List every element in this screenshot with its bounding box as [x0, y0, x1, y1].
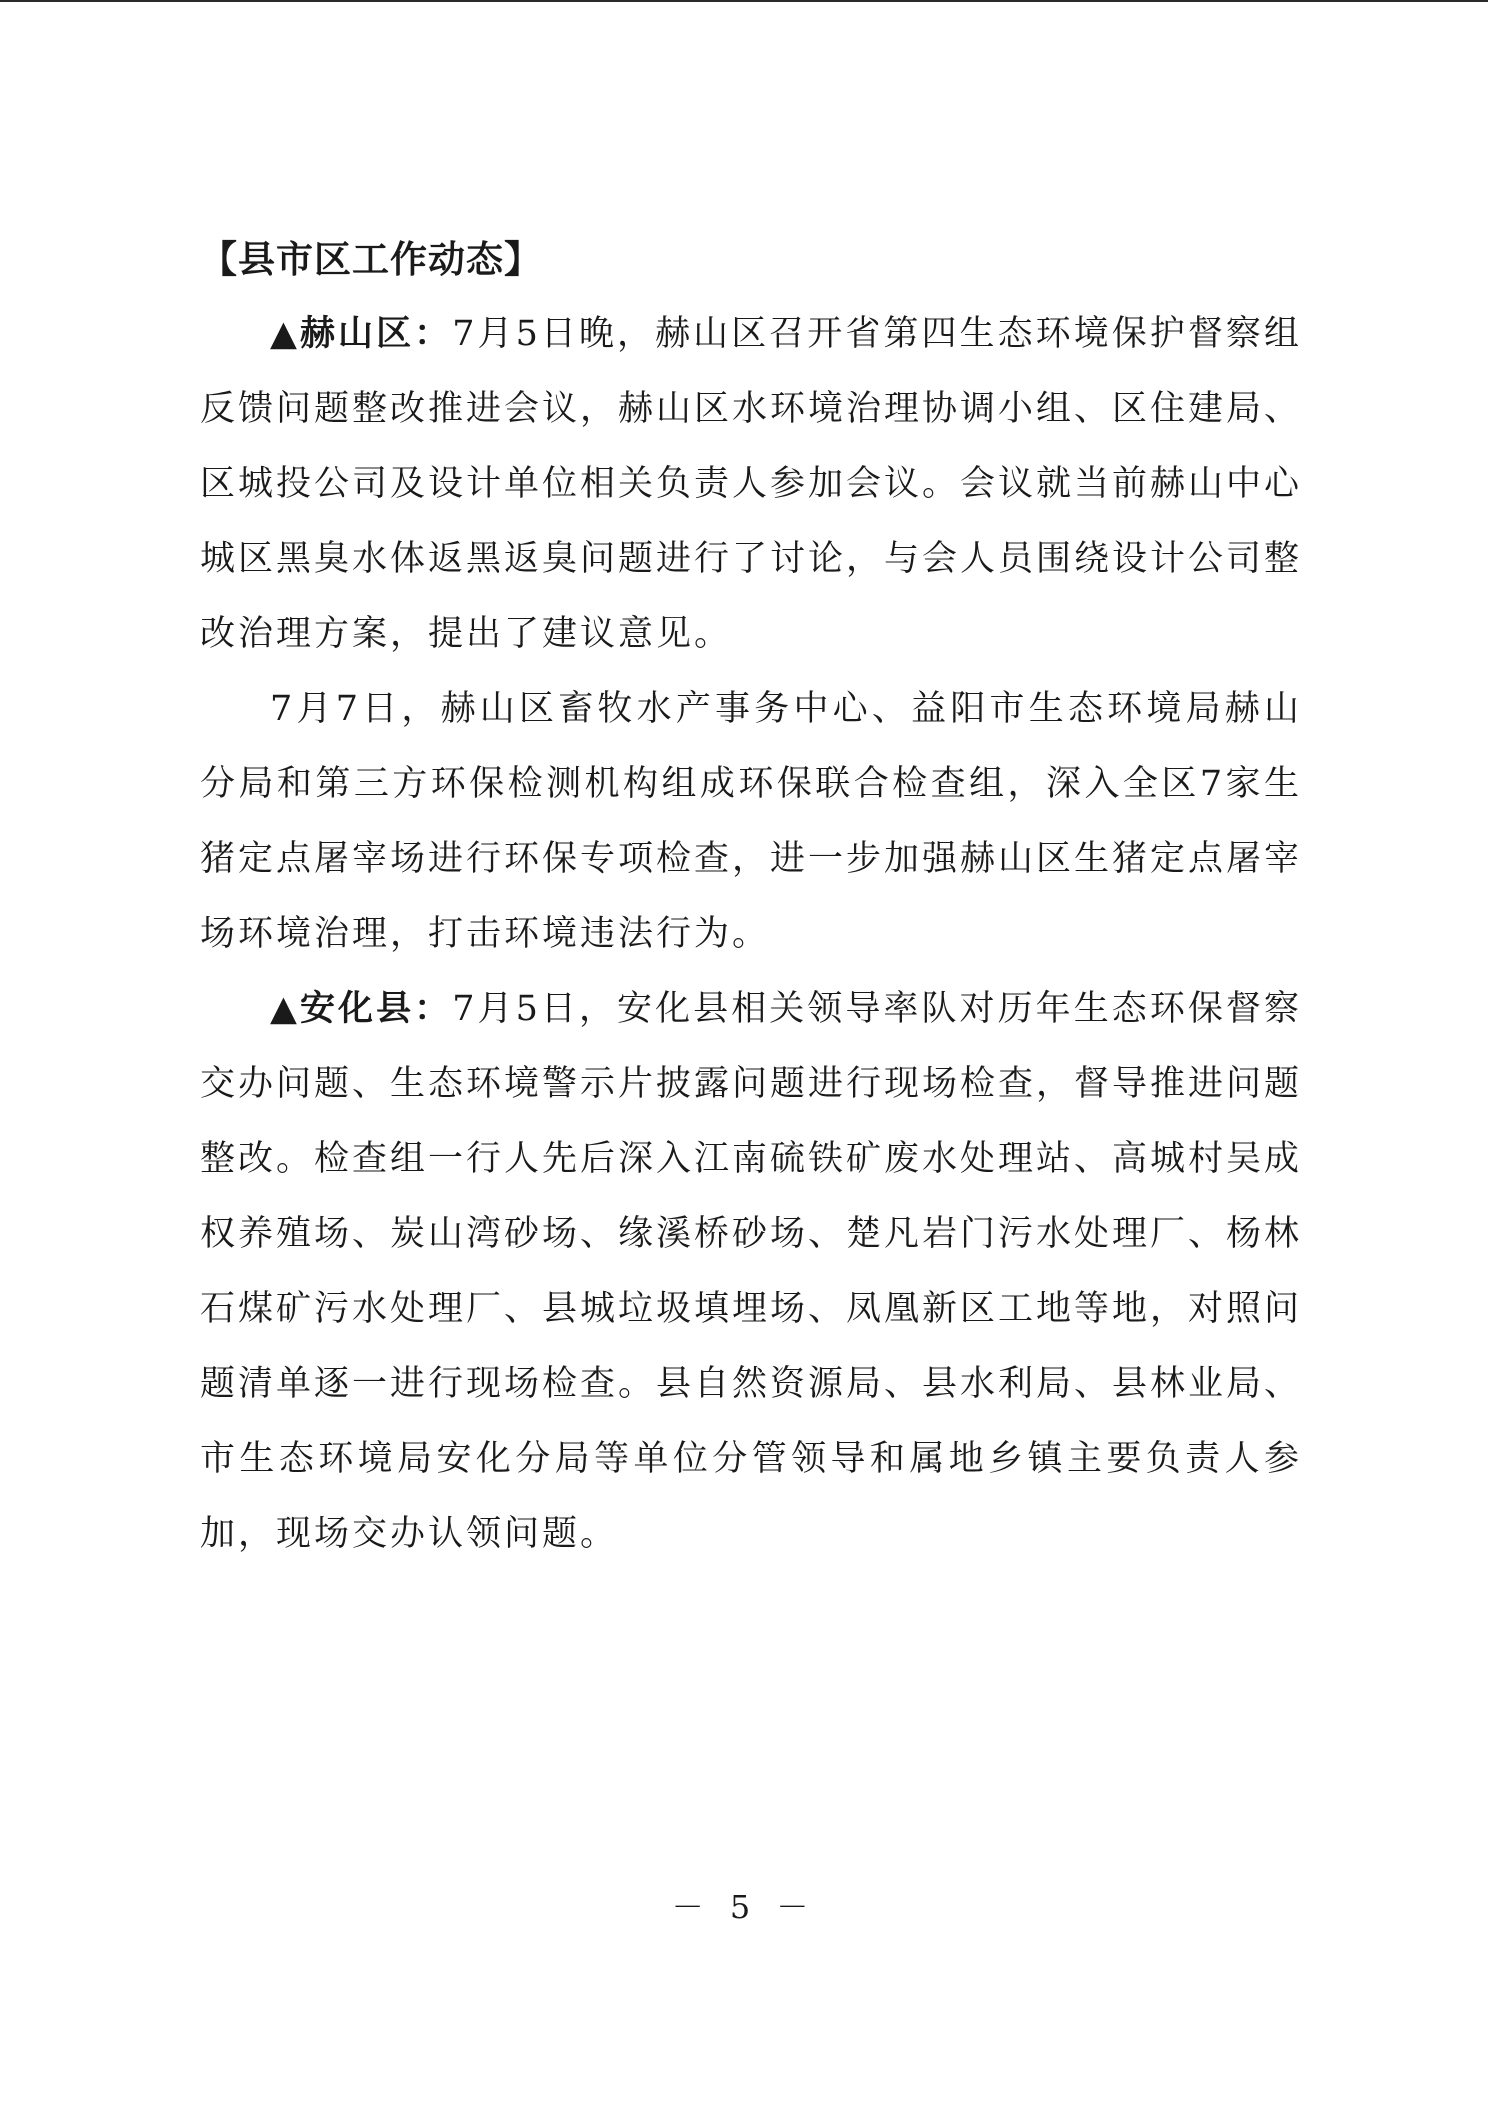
paragraph-text: 7月7日，赫山区畜牧水产事务中心、益阳市生态环境局赫山分局和第三方环保检测机构组成环保联合检查组，深入全区7家生猪定点屠宰场进行环保专项检查，进一步加强赫山区生猪定点屠宰场环境治理，打击环境违法行为。	[200, 689, 1303, 954]
section-heading: 【县市区工作动态】	[200, 238, 542, 281]
page-number: － 5 －	[671, 1888, 817, 1926]
paragraph-heshan-meeting	[200, 297, 1302, 672]
paragraph-heshan-inspection	[200, 672, 1302, 972]
paragraph-anhua-inspection	[200, 972, 1302, 1572]
document-body	[200, 222, 1302, 1572]
top-border-rule	[0, 0, 1488, 2]
district-label-heshan: ▲赫山区：	[270, 314, 453, 354]
district-label-anhua: ▲安化县：	[270, 989, 453, 1029]
paragraph-text: 7月5日，安化县相关领导率队对历年生态环保督察交办问题、生态环境警示片披露问题进行现场检查，督导推进问题整改。检查组一行人先后深入江南硫铁矿废水处理站、高城村吴成权养殖场、炭山湾砂场、缘溪桥砂场、楚凡岩门污水处理厂、杨林石煤矿污水处理厂、县城垃圾填埋场、凤凰新区工地等地，对照问题清单逐一进行现场检查。县自然资源局、县水利局、县林业局、市生态环境局安化分局等单位分管领导和属地乡镇主要负责人参加，现场交办认领问题。	[200, 989, 1303, 1554]
paragraph-text: 7月5日晚，赫山区召开省第四生态环境保护督察组反馈问题整改推进会议，赫山区水环境治理协调小组、区住建局、区城投公司及设计单位相关负责人参加会议。会议就当前赫山中心城区黑臭水体返黑返臭问题进行了讨论，与会人员围绕设计公司整改治理方案，提出了建议意见。	[200, 314, 1303, 654]
